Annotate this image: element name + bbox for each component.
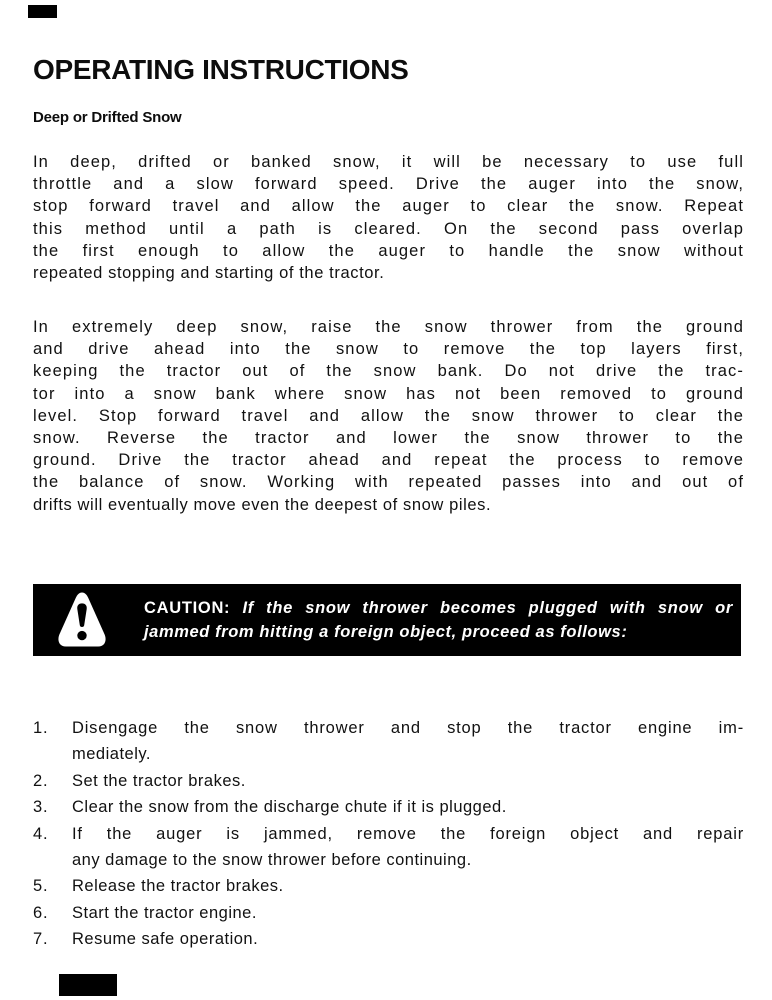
text-line: If the auger is jammed, remove the foreign object and repair: [72, 824, 744, 843]
text-line: In deep, drifted or banked snow, it will be necessary to use full: [33, 153, 744, 171]
list-item: [33, 873, 744, 899]
list-item: [33, 794, 744, 820]
text-line: level. Stop forward travel and allow the snow thrower to clear the: [33, 406, 744, 425]
caution-label: CAUTION:: [144, 599, 231, 617]
list-item: [33, 900, 744, 926]
step-text: [72, 794, 744, 820]
text-line: throttle and a slow forward speed. Drive the auger into the snow,: [33, 175, 744, 194]
text-line: the first enough to allow the auger to handle the snow without: [33, 241, 744, 260]
text-line: snow. Reverse the tractor and lower the snow thrower to the: [33, 429, 744, 448]
text-line: ground. Drive the tractor ahead and repeat the process to remove: [33, 451, 744, 470]
text-line: Start the tractor engine.: [72, 903, 257, 922]
text-line: stop forward travel and allow the auger to clear the snow. Repeat: [33, 197, 744, 216]
list-item: [33, 821, 744, 874]
paragraph-deep-snow: [33, 151, 744, 284]
page-title: OPERATING INSTRUCTIONS: [33, 54, 409, 85]
text-line: Resume safe operation.: [72, 930, 259, 949]
step-number: 4.: [33, 824, 49, 843]
text-line: any damage to the snow thrower before continuing.: [72, 851, 472, 870]
step-number: 1.: [33, 719, 49, 737]
step-text: [72, 715, 744, 768]
text-line: mediately.: [72, 745, 151, 764]
text-line: and drive ahead into the snow to remove the top layers first,: [33, 340, 744, 359]
step-number: 2.: [33, 771, 49, 790]
text-line: tor into a snow bank where snow has not been removed to ground: [33, 384, 744, 403]
step-number: 3.: [33, 798, 49, 817]
scan-redaction-mark-bottom: [59, 974, 117, 996]
step-text: [72, 821, 744, 874]
paragraph-extremely-deep-snow: [33, 316, 744, 516]
list-item: [33, 926, 744, 952]
text-line: Release the tractor brakes.: [72, 877, 284, 896]
text-line: Clear the snow from the discharge chute if it is plugged.: [72, 798, 507, 817]
text-line: Set the tractor brakes.: [72, 771, 246, 790]
step-text: [72, 900, 744, 926]
step-text: [72, 926, 744, 952]
caution-line-1: [144, 596, 733, 620]
text-line: In extremely deep snow, raise the snow thrower from the ground: [33, 318, 744, 336]
list-item: [33, 768, 744, 794]
list-item: [33, 715, 744, 768]
scan-redaction-mark-top: [28, 5, 57, 18]
caution-banner: [33, 584, 741, 656]
text-line: drifts will eventually move even the deepest of snow piles.: [33, 495, 492, 514]
step-number: 6.: [33, 903, 49, 922]
text-line: the balance of snow. Working with repeated passes into and out of: [33, 473, 744, 492]
caution-line-1-text: If the snow thrower becomes plugged with snow or: [242, 599, 733, 617]
caution-line-2: jammed from hitting a foreign object, proceed as follows:: [144, 623, 628, 641]
caution-text: [144, 596, 733, 644]
text-line: Disengage the snow thrower and stop the tractor engine im-: [72, 719, 744, 737]
step-text: [72, 768, 744, 794]
section-heading: Deep or Drifted Snow: [33, 109, 182, 126]
step-number: 5.: [33, 877, 49, 896]
text-line: this method until a path is cleared. On the second pass overlap: [33, 219, 744, 238]
text-line: repeated stopping and starting of the tractor.: [33, 264, 385, 283]
step-number: 7.: [33, 930, 49, 949]
text-line: keeping the tractor out of the snow bank. Do not drive the trac-: [33, 362, 744, 381]
procedure-step-list: [33, 715, 744, 953]
warning-triangle-icon: [56, 589, 108, 651]
step-text: [72, 873, 744, 899]
